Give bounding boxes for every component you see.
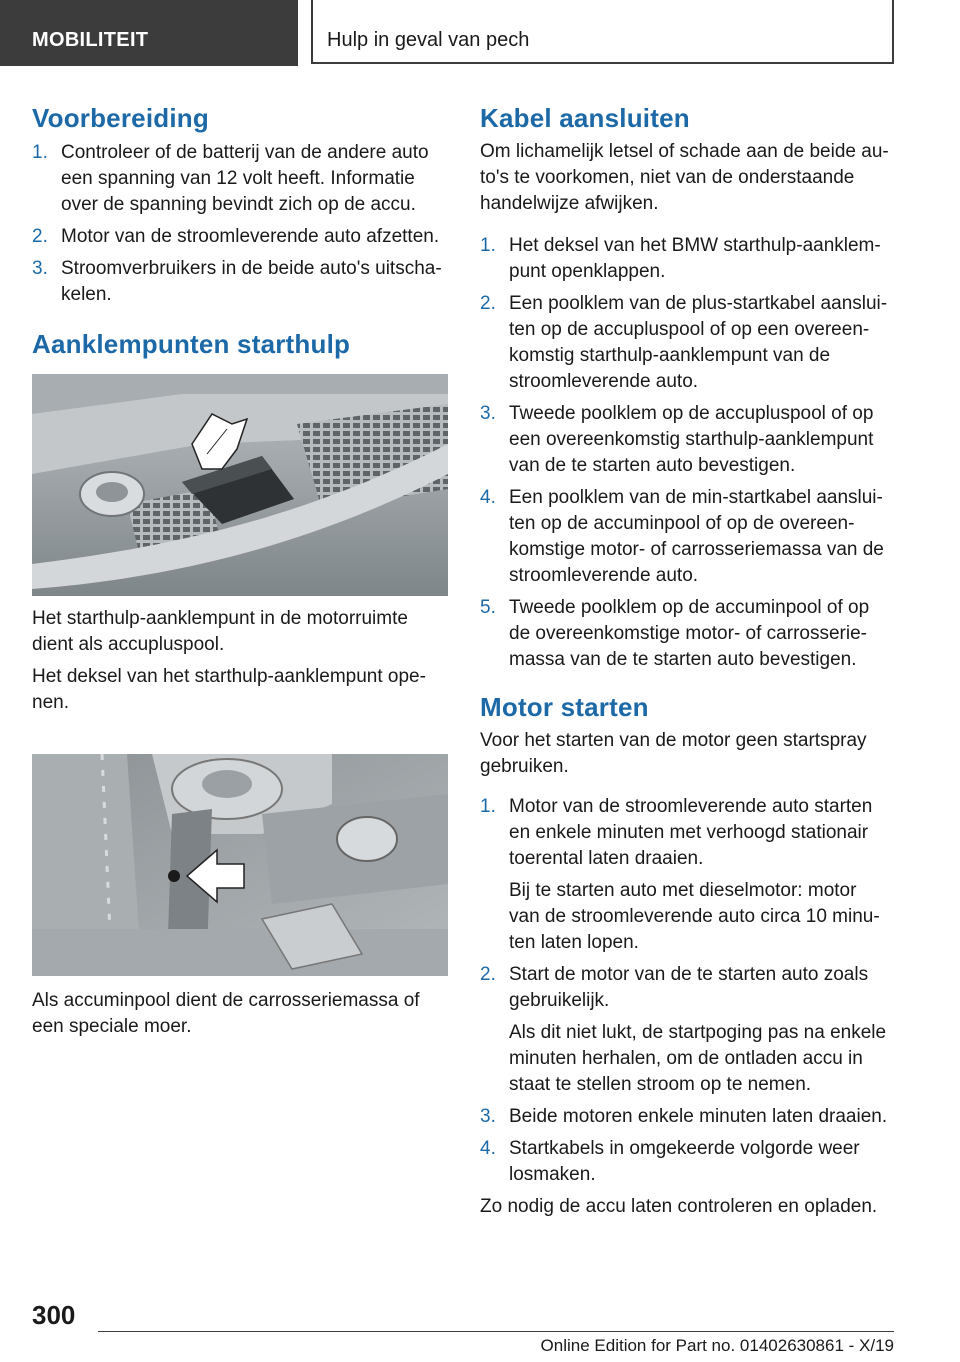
step-subtext: Bij te starten auto met dieselmotor: motor van de stroomleverende auto circa 10 minuten laten lopen. xyxy=(509,880,880,953)
step-text: Startkabels in omgekeerde volgorde weer losmaken. xyxy=(509,1138,860,1185)
heading-aanklempunten: Aanklempunten starthulp xyxy=(32,329,351,359)
list-item xyxy=(480,401,892,479)
step-text: Controleer of de batterij van de andere auto een spanning van 12 volt heeft. Informatie over de spanning bevindt zich op de accu. xyxy=(61,142,429,215)
step-text: Start de motor van de te starten auto zoals gebruikelijk. xyxy=(509,964,869,1011)
motor-steps xyxy=(480,794,892,1188)
voorbereiding-steps xyxy=(32,140,448,308)
heading-voorbereiding: Voorbereiding xyxy=(32,103,209,133)
page-number: 300 xyxy=(32,1300,76,1330)
caption-ground-point: Als accuminpool dient de carrosseriemassa of een speciale moer. xyxy=(32,990,420,1037)
step-text: Stroomverbruikers in de beide auto's uitschakelen. xyxy=(61,258,442,305)
step-text: Motor van de stroomleverende auto starten en enkele minuten met verhoogd stationair toerental laten draaien. xyxy=(509,796,873,869)
step-number: 1. xyxy=(480,235,496,256)
step-number: 5. xyxy=(480,597,496,618)
step-subtext: Als dit niet lukt, de startpoging pas na enkele minuten herhalen, om de ontladen accu in staat te stellen stroom op te nemen. xyxy=(509,1022,887,1095)
step-text: Een poolklem van de min-startkabel aansluiten op de accuminpool of op de overeenkomstige motor- of carrosseriemassa van de stroomleverende auto. xyxy=(509,487,884,586)
kabel-steps xyxy=(480,233,892,673)
step-text: Tweede poolklem op de accupluspool of op een overeenkomstig starthulp-aanklempunt van de te starten auto bevestigen. xyxy=(509,403,874,476)
ground-point-illustration xyxy=(32,754,448,976)
page-header xyxy=(0,0,960,66)
step-number: 3. xyxy=(480,1106,496,1127)
step-number: 3. xyxy=(32,258,48,279)
right-column xyxy=(480,100,892,1220)
heading-motor-starten: Motor starten xyxy=(480,692,649,722)
list-item xyxy=(32,256,448,308)
step-text: Een poolklem van de plus-startkabel aansluiten op de accupluspool of op een overeenkomstig starthulp-aanklempunt van de stroomleverende auto. xyxy=(509,293,888,392)
motor-outro: Zo nodig de accu laten controleren en opladen. xyxy=(480,1196,878,1217)
plus-terminal-illustration xyxy=(32,374,448,596)
section-tab: MOBILITEIT xyxy=(0,0,298,66)
list-item xyxy=(480,1104,892,1130)
step-number: 3. xyxy=(480,403,496,424)
step-number: 2. xyxy=(480,293,496,314)
list-item xyxy=(480,1136,892,1188)
step-number: 2. xyxy=(480,964,496,985)
step-text: Motor van de stroomleverende auto afzetten. xyxy=(61,226,440,247)
step-number: 4. xyxy=(480,1138,496,1159)
kabel-intro: Om lichamelijk letsel of schade aan de beide auto's te voorkomen, niet van de onderstaande handelwijze afwijken. xyxy=(480,141,889,214)
list-item xyxy=(32,140,448,218)
list-item xyxy=(480,794,892,956)
step-number: 2. xyxy=(32,226,48,247)
list-item xyxy=(480,291,892,395)
edition-note: Online Edition for Part no. 01402630861 - X/19 xyxy=(540,1336,894,1355)
list-item xyxy=(480,962,892,1098)
left-column xyxy=(32,100,448,1040)
list-item xyxy=(480,233,892,285)
step-text: Tweede poolklem op de accuminpool of op de overeenkomstige motor- of carrosseriemassa van de te starten auto bevestigen. xyxy=(509,597,870,670)
caption-plus-terminal: Het starthulp-aanklempunt in de motorruimte dient als accupluspool. xyxy=(32,608,408,655)
footer-divider xyxy=(98,1331,894,1332)
engine-bay-ground-point-photo xyxy=(32,754,448,976)
step-text: Beide motoren enkele minuten laten draaien. xyxy=(509,1106,888,1127)
step-number: 1. xyxy=(32,142,48,163)
step-text: Het deksel van het BMW starthulp-aanklempunt openklappen. xyxy=(509,235,881,282)
engine-bay-plus-terminal-photo xyxy=(32,374,448,596)
motor-intro: Voor het starten van de motor geen startspray gebruiken. xyxy=(480,730,867,777)
heading-kabel-aansluiten: Kabel aansluiten xyxy=(480,103,690,133)
list-item xyxy=(480,595,892,673)
caption-open-cover: Het deksel van het starthulp-aanklempunt openen. xyxy=(32,666,426,713)
list-item xyxy=(480,485,892,589)
step-number: 1. xyxy=(480,796,496,817)
step-number: 4. xyxy=(480,487,496,508)
chapter-title: Hulp in geval van pech xyxy=(311,0,894,64)
list-item xyxy=(32,224,448,250)
